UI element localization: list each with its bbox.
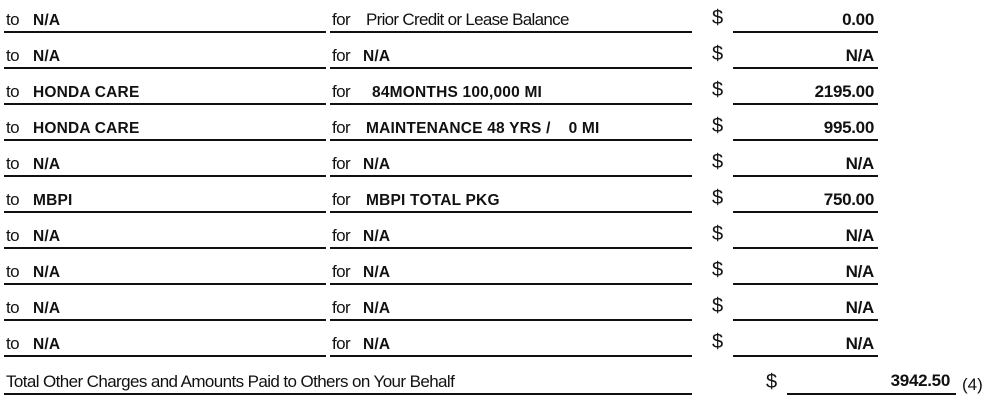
payee-underline xyxy=(4,67,326,69)
purpose-value: MAINTENANCE 48 YRS / 0 MI xyxy=(366,120,600,137)
currency-sign: $ xyxy=(712,79,724,101)
amount-underline xyxy=(733,355,878,357)
total-row xyxy=(0,362,1000,400)
to-label: to xyxy=(6,46,19,65)
amount-underline xyxy=(733,67,878,69)
purpose-value: N/A xyxy=(363,48,391,65)
payee-underline xyxy=(4,319,326,321)
payee-underline xyxy=(4,175,326,177)
charge-row xyxy=(0,144,1000,180)
payee-underline xyxy=(4,355,326,357)
payee-value: HONDA CARE xyxy=(33,120,140,137)
amount-value: 995.00 xyxy=(823,118,874,137)
for-label: for xyxy=(332,82,351,101)
total-currency-sign: $ xyxy=(766,371,778,393)
for-label: for xyxy=(332,298,351,317)
amount-underline xyxy=(733,319,878,321)
total-label-underline xyxy=(4,393,692,395)
total-label: Total Other Charges and Amounts Paid to Others on Your Behalf xyxy=(6,372,455,391)
amount-value: 0.00 xyxy=(842,10,874,29)
for-label: for xyxy=(332,190,351,209)
currency-sign: $ xyxy=(712,259,724,281)
charge-row xyxy=(0,72,1000,108)
amount-underline xyxy=(733,283,878,285)
purpose-value: Prior Credit or Lease Balance xyxy=(366,10,569,29)
purpose-value: MBPI TOTAL PKG xyxy=(366,192,500,209)
payee-value: N/A xyxy=(33,228,61,245)
purpose-underline xyxy=(330,67,692,69)
amount-value: N/A xyxy=(845,154,874,173)
to-label: to xyxy=(6,10,19,29)
currency-sign: $ xyxy=(712,151,724,173)
payee-underline xyxy=(4,211,326,213)
charge-row xyxy=(0,324,1000,360)
currency-sign: $ xyxy=(712,331,724,353)
to-label: to xyxy=(6,262,19,281)
amount-value: N/A xyxy=(845,298,874,317)
purpose-underline xyxy=(330,355,692,357)
total-amount-underline xyxy=(787,393,956,395)
for-label: for xyxy=(332,46,351,65)
amount-underline xyxy=(733,175,878,177)
payee-underline xyxy=(4,31,326,33)
for-label: for xyxy=(332,334,351,353)
to-label: to xyxy=(6,334,19,353)
to-label: to xyxy=(6,118,19,137)
currency-sign: $ xyxy=(712,295,724,317)
charge-row xyxy=(0,36,1000,72)
purpose-underline xyxy=(330,283,692,285)
total-reference-note: (4) xyxy=(962,375,983,394)
purpose-value: N/A xyxy=(363,300,391,317)
currency-sign: $ xyxy=(712,43,724,65)
amount-value: 2195.00 xyxy=(814,82,874,101)
payee-underline xyxy=(4,247,326,249)
amount-value: 750.00 xyxy=(823,190,874,209)
charge-row xyxy=(0,288,1000,324)
payee-underline xyxy=(4,103,326,105)
purpose-underline xyxy=(330,139,692,141)
payee-underline xyxy=(4,139,326,141)
currency-sign: $ xyxy=(712,115,724,137)
currency-sign: $ xyxy=(712,223,724,245)
total-amount-value: 3942.50 xyxy=(890,371,950,390)
charge-row xyxy=(0,216,1000,252)
payee-value: N/A xyxy=(33,156,61,173)
amount-underline xyxy=(733,139,878,141)
payee-value: N/A xyxy=(33,12,61,29)
to-label: to xyxy=(6,154,19,173)
charge-row xyxy=(0,108,1000,144)
purpose-value: 84MONTHS 100,000 MI xyxy=(372,84,543,101)
purpose-value: N/A xyxy=(363,336,391,353)
amount-underline xyxy=(733,103,878,105)
purpose-value: N/A xyxy=(363,156,391,173)
currency-sign: $ xyxy=(712,187,724,209)
to-label: to xyxy=(6,190,19,209)
purpose-underline xyxy=(330,103,692,105)
payee-underline xyxy=(4,283,326,285)
purpose-value: N/A xyxy=(363,228,391,245)
purpose-underline xyxy=(330,211,692,213)
to-label: to xyxy=(6,226,19,245)
amount-value: N/A xyxy=(845,262,874,281)
for-label: for xyxy=(332,10,351,29)
currency-sign: $ xyxy=(712,7,724,29)
amount-underline xyxy=(733,247,878,249)
amount-underline xyxy=(733,31,878,33)
to-label: to xyxy=(6,82,19,101)
payee-value: N/A xyxy=(33,48,61,65)
to-label: to xyxy=(6,298,19,317)
for-label: for xyxy=(332,262,351,281)
charge-row xyxy=(0,180,1000,216)
charge-row xyxy=(0,0,1000,36)
payee-value: HONDA CARE xyxy=(33,84,140,101)
purpose-underline xyxy=(330,247,692,249)
payee-value: N/A xyxy=(33,336,61,353)
purpose-value: N/A xyxy=(363,264,391,281)
purpose-underline xyxy=(330,31,692,33)
amount-value: N/A xyxy=(845,226,874,245)
purpose-underline xyxy=(330,175,692,177)
amount-underline xyxy=(733,211,878,213)
for-label: for xyxy=(332,118,351,137)
for-label: for xyxy=(332,226,351,245)
charge-row xyxy=(0,252,1000,288)
amount-value: N/A xyxy=(845,46,874,65)
payee-value: N/A xyxy=(33,264,61,281)
for-label: for xyxy=(332,154,351,173)
payee-value: MBPI xyxy=(33,192,73,209)
purpose-underline xyxy=(330,319,692,321)
amount-value: N/A xyxy=(845,334,874,353)
payee-value: N/A xyxy=(33,300,61,317)
